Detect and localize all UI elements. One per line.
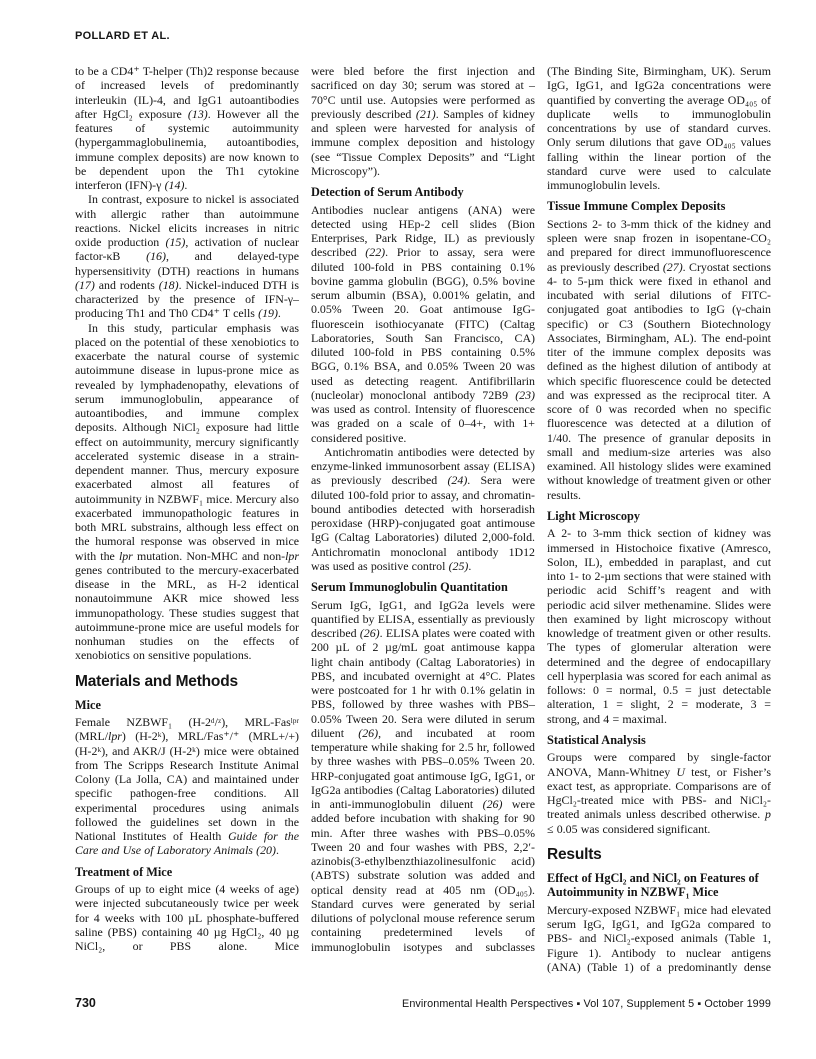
paragraph: Groups were compared by single-factor ANOVA, Mann-Whitney U test, or Fisher’s exact test, as appropriate. Comparisons are of HgCl₂-treated mice with PBS- and NiCl₂-treated animals unless described otherwise. p ≤ 0.05 was considered significant. (547, 750, 771, 836)
paragraph: were bled before the first injection and sacrificed on day 30; serum was stored at –70°C until use. Autopsies were performed as previously described (21). Samples of kidney and spleen were harvested for analysis of immune complex deposition and histology (see “Tissue Complex Deposits” and “Light Microscopy”). (311, 64, 535, 178)
paragraph: Antibodies nuclear antigens (ANA) were detected using HEp-2 cell slides (Bion Enterprises, Park Ridge, IL) as previously described (22). Prior to assay, sera were diluted 100-fold in PBS containing 0.1% bovine gamma globulin (BGG), 0.5% bovine serum albumin (BSA), 0.001% gelatin, and 0.05% Tween 20. Goat antimouse IgG-fluorescein isothiocyanate (FITC) (Caltag Laboratories, South San Francisco, CA) diluted 100-fold in PBS containing 0.5% BGG, 0.1% BSA, and 0.05% Tween 20 was used as detecting reagent. Antifibrillarin (nucleolar) monoclonal antibody 72B9 (23) was used as control. Intensity of fluorescence was graded on a scale of 0–4+, with 1+ considered positive. (311, 202, 535, 445)
subsection-heading: Detection of Serum Antibody (311, 185, 464, 199)
paragraph: A 2- to 3-mm thick section of kidney was immersed in Histochoice fixative (Amresco, Solon, IL), embedded in paraplast, and cut into 1- to 2-µm sections that were stained with periodic acid Schiff’s reagent and with periodic acid silver methenamine. Slides were then examined by light microscopy without knowledge of treatment given or other results. The types of glomerular alteration were determined and the degree of endocapillary cell hyperplasia was scored for each animal as follows: 0 = normal, 0.5 = just detectable alteration, 1 = slight, 2 = moderate, 3 = strong, and 4 = maximal. (547, 526, 771, 726)
paragraph: Antichromatin antibodies were detected by enzyme-linked immunosorbent assay (ELISA) as previously described (24). Sera were diluted 100-fold prior to assay, and chromatin-bound antibodies detected with horseradish peroxidase (HRP)-conjugated goat antimouse IgG (Caltag Laboratories) diluted 2,000-fold. Antichromatin monoclonal antibody 1D12 was used as positive control (25). (311, 444, 536, 573)
text-column (75, 64, 299, 1012)
running-head: POLLARD ET AL. (75, 30, 170, 42)
section-heading: Materials and Methods (75, 672, 238, 690)
paragraph: In this study, particular emphasis was placed on the potential of these xenobiotics to exacerbate the natural course of systemic autoimmune disease in lupus-prone mice as revealed by lymphadenopathy, elevations of serum immunoglobulin, appearance of autoantibodies, and immune complex deposits. Although NiCl₂ exposure had little effect on autoimmunity, mercury significantly accelerated systemic disease in a strain-dependent manner. Thus, mercury exposure exacerbated almost all features of autoimmunity in NZBWF₁ mice. Mercury also exacerbated immunopathologic features in both MRL substrains, although less effect on the humoral response was observed in mice with the lpr mutation. Non-MHC and non-lpr genes contributed to the mercury-exacerbated disease in the MRL, as H-2 identical nonautoimmune AKR mice showed less immunopathology. These studies suggest that autoimmune-prone mice are useful models for nonhuman studies on the effects of xenobiotics on sensitive populations. (75, 320, 299, 663)
article-columns (75, 64, 771, 1012)
subsection-heading: Serum Immunoglobulin Quantitation (311, 580, 508, 594)
text-column (311, 64, 535, 1012)
paragraph: (The Binding Site, Birmingham, UK). Serum IgG, IgG1, and IgG2a concentrations were quantified by converting the average OD₄₀₅ of duplicate wells to immunoglobulin concentrations by use of standard curves. Only serum dilutions that gave OD₄₀₅ values falling within the linear portion of the standard curve were used to calculate immunoglobulin levels. (547, 64, 771, 192)
paragraph: In contrast, exposure to nickel is associated with allergic rather than autoimmune reactions. Nickel elicits increases in nitric oxide production (15), activation of nuclear factor-κB (16), and delayed-type hypersensitivity (DTH) reactions in humans (17) and rodents (18). Nickel-induced DTH is characterized by the presence of IFN-γ–producing Th1 and Th0 CD4⁺ T cells (19). (75, 192, 299, 321)
paragraph: Sections 2- to 3-mm thick of the kidney and spleen were snap frozen in isopentane-CO₂ and prepared for direct immunofluorescence as previously described (27). Cryostat sections 4- to 5-µm thick were fixed in ethanol and incubated with serial dilutions of FITC-conjugated goat antibodies to IgG (γ-chain specific) or C3 (Southern Biotechnology Associates, Birmingham, AL). The end-point titer of the immune complex deposits was defined as the highest dilution of antibody at which specific fluorescence could be detected and was expressed as the reciprocal titer. A score of 0 was recorded when no specific fluorescence was detected at a dilution of 1/40. The presence of granular deposits in small and medium-size arteries was also examined. All histology slides were examined without knowledge of treatment given or other results. (547, 216, 771, 502)
subsection-heading: Statistical Analysis (547, 732, 646, 747)
subsection-heading: Light Microscopy (547, 508, 641, 523)
paragraph: to be a CD4⁺ T-helper (Th)2 response because of increased levels of predominantly interleukin (IL)-4, and IgG1 autoantibodies after HgCl₂ exposure (13). However all the features of systemic autoimmunity (hypergammaglobulinemia, autoantibodies, immune complex deposits) are now known to be dependent upon the Th1 cytokine interferon (IFN)-γ (14). (75, 64, 299, 192)
subsection-heading: Effect of HgCl₂ and NiCl₂ on Features of Autoimmunity in NZBWF₁ Mice (547, 870, 759, 900)
journal-footer-line: Environmental Health Perspectives ▪ Vol 107, Supplement 5 ▪ October 1999 (402, 998, 771, 1010)
subsection-heading: Mice (75, 697, 101, 712)
paragraph: Groups of up to eight mice (4 weeks of age) were injected subcutaneously twice per week for 4 weeks with 100 µL phosphate-buffered saline (PBS) containing 40 µg HgCl₂, 40 µg NiCl₂, or PBS alone. Mice (75, 882, 299, 953)
subsection-heading: Tissue Immune Complex Deposits (547, 199, 726, 214)
paragraph: Female NZBWF₁ (H-2ᵈ/ᶻ), MRL-Fasˡᵖʳ (MRL/lpr) (H-2ᵏ), MRL/Fas⁺/⁺ (MRL+/+) (H-2ᵏ), and AKR/J (H-2ᵏ) mice were obtained from The Scripps Research Institute Animal Colony (La Jolla, CA) and maintained under specific pathogen-free conditions. All experimental procedures using animals followed the guidelines set down in the National Institutes of Health Guide for the Care and Use of Laboratory Animals (20). (75, 715, 300, 858)
subsection-heading: Treatment of Mice (75, 864, 173, 879)
page-footer (75, 996, 771, 1010)
page-number: 730 (75, 996, 96, 1010)
paragraph: Serum IgG, IgG1, and IgG2a levels were quantified by ELISA, essentially as previously described (26). ELISA plates were coated with 200 µL of 2 µg/mL goat antimouse kappa light chain antibody (Caltag Laboratories) in PBS, and incubated overnight at 4°C. Plates were postcoated for 1 hr with 0.1% gelatin in PBS, followed by three washes with PBS–0.05% Tween 20. Sera were diluted in serum diluent (26), and incubated at room temperature while shaking for 2.5 hr, followed by three washes with PBS–0.05% Tween 20. HRP-conjugated goat antimouse IgG, IgG1, or IgG2a antibodies (Caltag Laboratories) diluted in anti-immunoglobulin diluent (26) were added before incubation with shaking for 90 min. After three washes with PBS–0.05% Tween 20 and four washes with PBS, 2,2′-azinobis(3-ethylbenzthiazolinesulfonic acid) (ABTS) substrate solution was added and optical density read at 405 nm (OD₄₀₅). Standard curves were generated by serial dilutions of polyclonal mouse reference serum containing predetermined levels of immunoglobulin isotypes and subclasses (311, 597, 535, 954)
paragraph: Mercury-exposed NZBWF₁ mice had elevated serum IgG, IgG1, and IgG2a compared to PBS- and NiCl₂-exposed animals (Table 1, Figure 1). Antibody to nuclear antigens (ANA) (Table 1) of a predominantly dense (547, 902, 771, 974)
text-column (547, 64, 771, 1012)
section-heading: Results (547, 845, 602, 863)
